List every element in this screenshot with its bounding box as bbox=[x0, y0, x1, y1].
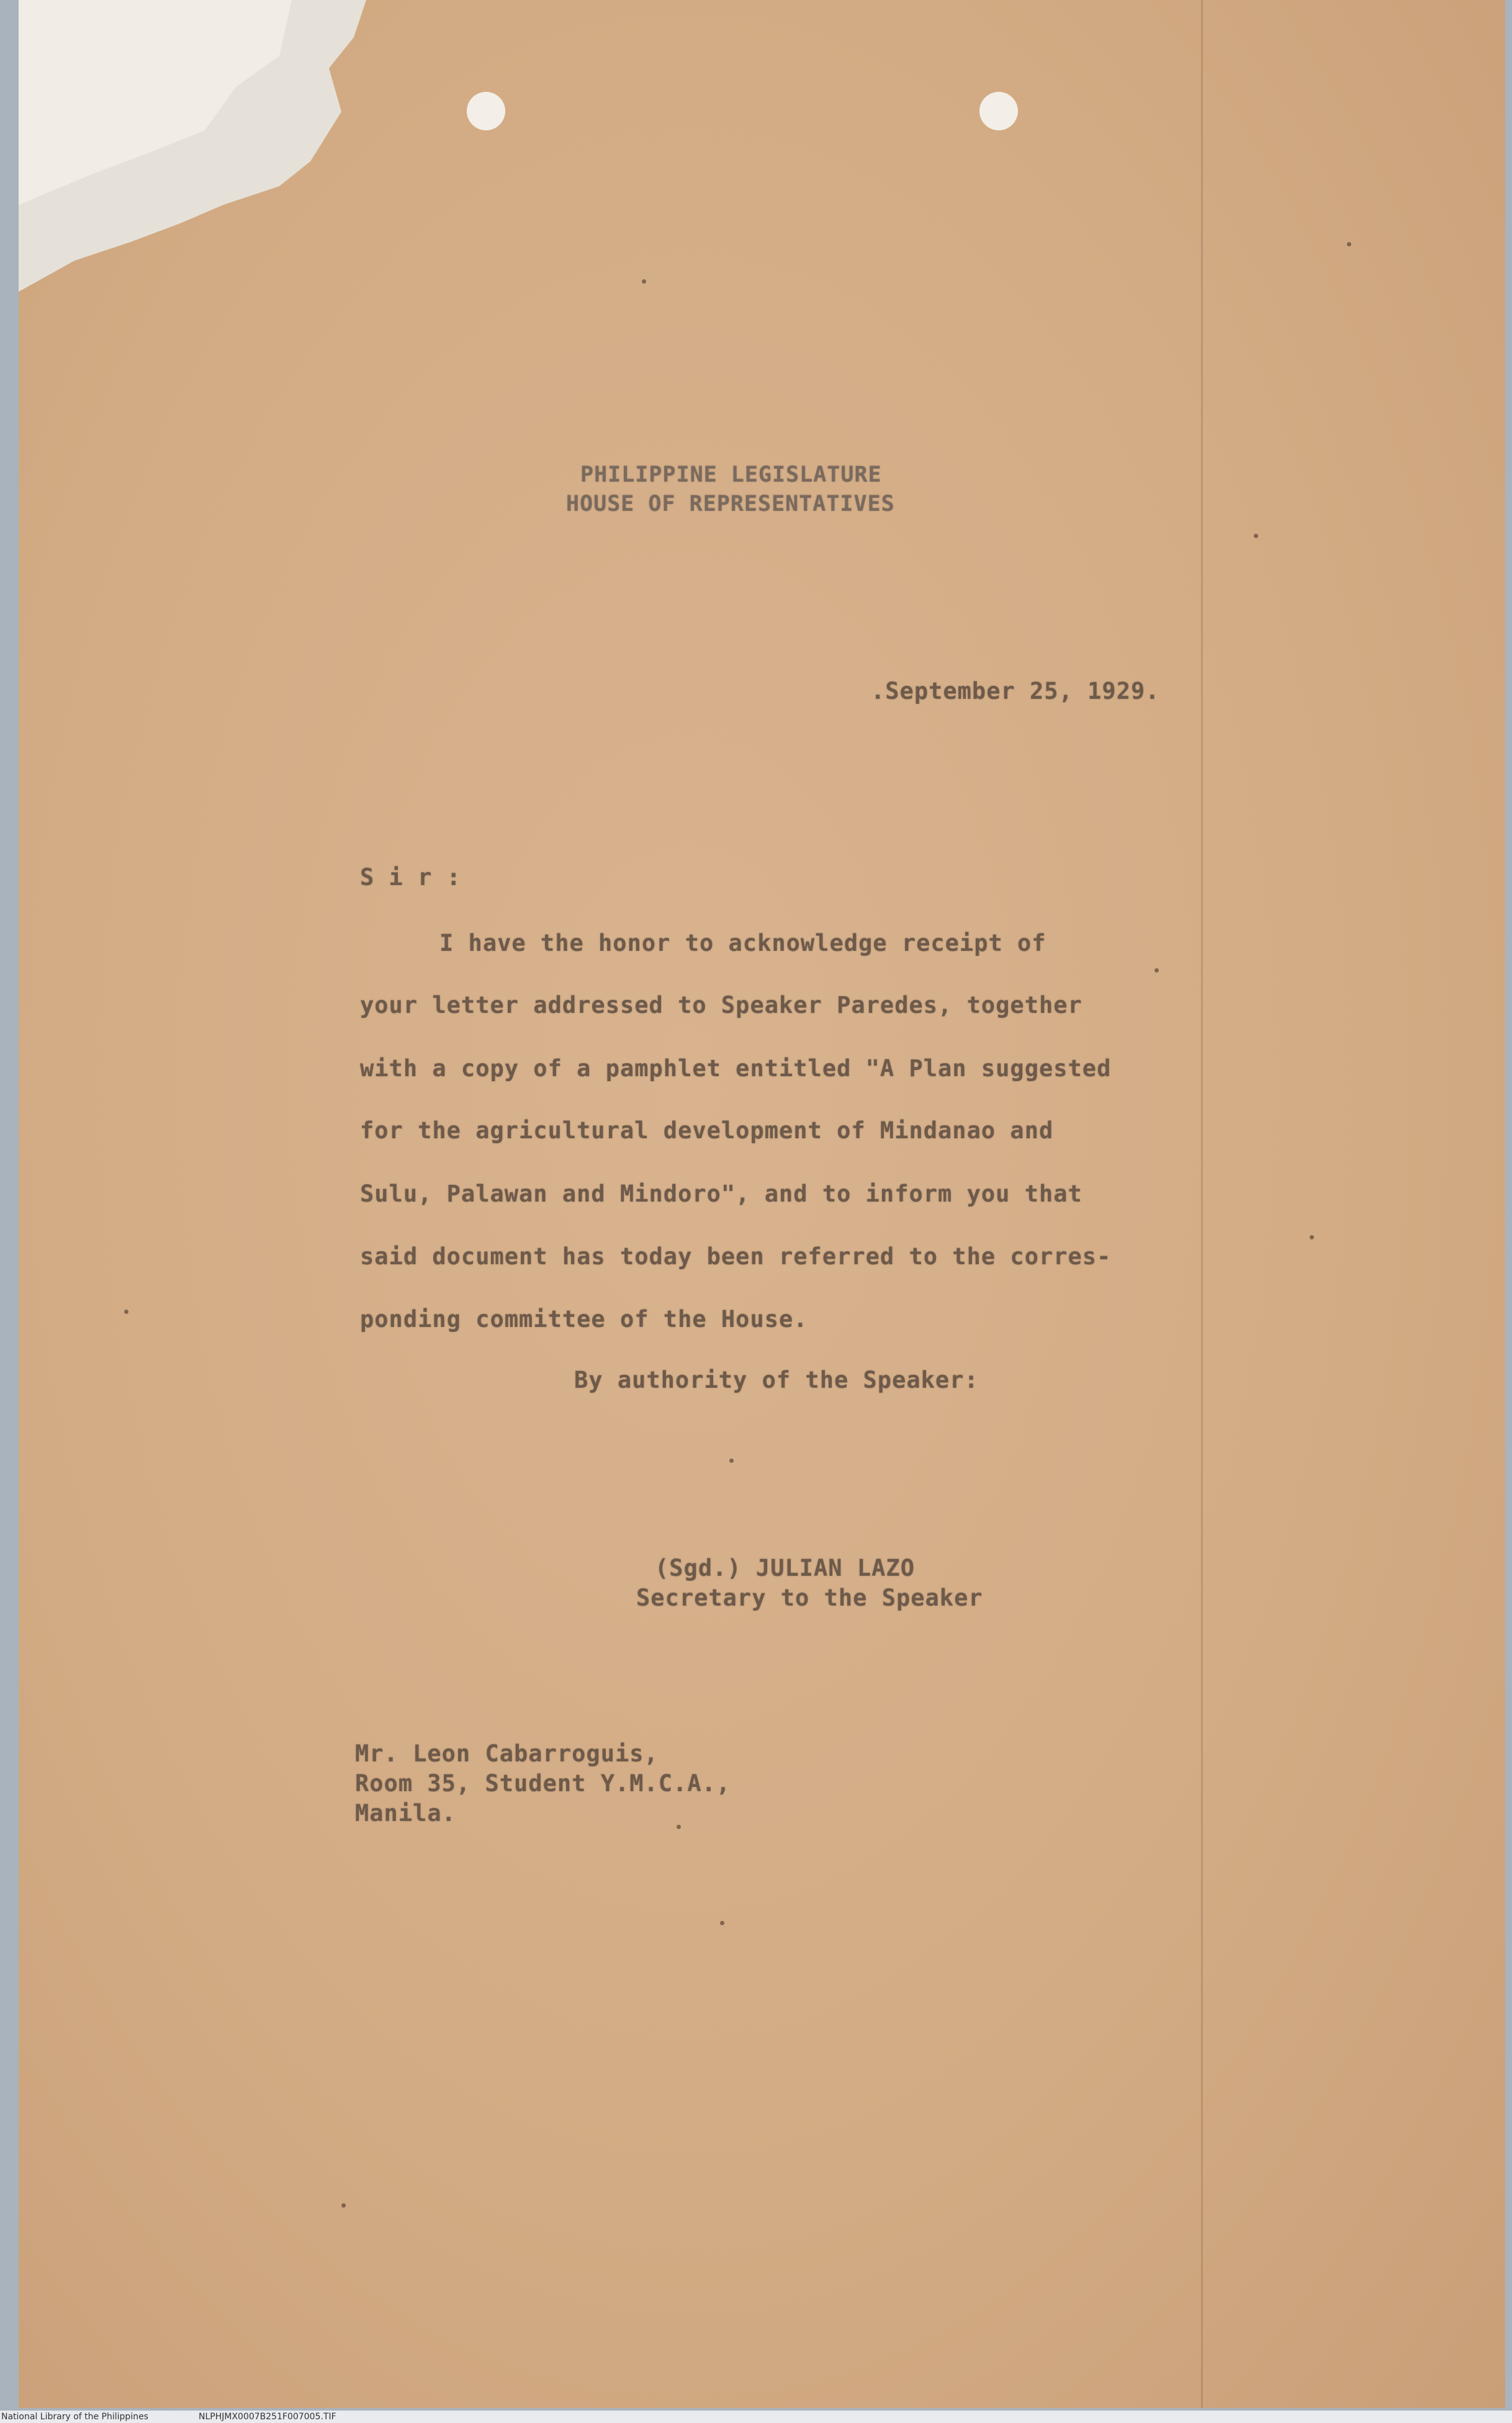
body-line: ponding committee of the House. bbox=[360, 1306, 808, 1333]
letterhead-line-1: PHILIPPINE LEGISLATURE bbox=[580, 462, 882, 487]
fold-crease bbox=[1201, 0, 1203, 2408]
signature-title: Secretary to the Speaker bbox=[636, 1585, 983, 1611]
addressee-line: Mr. Leon Cabarroguis, bbox=[355, 1740, 659, 1767]
addressee-line: Room 35, Student Y.M.C.A., bbox=[355, 1770, 731, 1797]
body-line: with a copy of a pamphlet entitled "A Plan suggested bbox=[360, 1055, 1112, 1082]
speck bbox=[720, 1921, 724, 1925]
letterhead-line-2: HOUSE OF REPRESENTATIVES bbox=[566, 492, 895, 516]
body-line: said document has today been referred to the corres- bbox=[360, 1243, 1112, 1270]
signature-name: (Sgd.) JULIAN LAZO bbox=[655, 1555, 915, 1581]
speck bbox=[1254, 534, 1258, 538]
addressee-line: Manila. bbox=[355, 1800, 456, 1827]
speck bbox=[1154, 968, 1159, 973]
speck bbox=[729, 1459, 734, 1463]
footer-library: National Library of the Philippines bbox=[1, 2412, 148, 2422]
scan-footer bbox=[0, 2411, 1512, 2423]
speck bbox=[1310, 1235, 1314, 1239]
speck bbox=[642, 279, 646, 284]
speck bbox=[341, 2203, 346, 2208]
body-line: for the agricultural development of Mindanao and bbox=[360, 1117, 1054, 1144]
speck bbox=[1347, 242, 1351, 246]
body-line: Sulu, Palawan and Mindoro", and to inform you that bbox=[360, 1180, 1082, 1207]
punch-hole-left bbox=[467, 92, 505, 130]
authority-line: By authority of the Speaker: bbox=[574, 1367, 979, 1393]
salutation: S i r : bbox=[360, 864, 461, 891]
speck bbox=[124, 1310, 128, 1314]
body-line: I have the honor to acknowledge receipt of bbox=[439, 930, 1046, 956]
footer-filename: NLPHJMX0007B251F007005.TIF bbox=[199, 2412, 336, 2422]
letter-date: .September 25, 1929. bbox=[871, 678, 1160, 704]
torn-corner bbox=[19, 0, 391, 323]
body-line: your letter addressed to Speaker Paredes, together bbox=[360, 992, 1082, 1018]
speck bbox=[677, 1825, 681, 1829]
punch-hole-right bbox=[979, 92, 1018, 130]
